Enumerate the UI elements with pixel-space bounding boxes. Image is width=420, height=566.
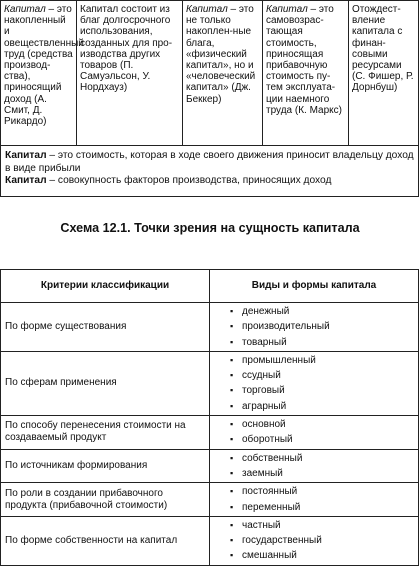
criterion-cell: По форме собственности на капитал <box>1 516 210 565</box>
list-item <box>230 484 414 499</box>
forms-cell <box>210 416 419 450</box>
capital-definitions <box>1 146 419 197</box>
form-label: торговый <box>242 385 285 397</box>
viewpoint-becker: Капитал – это не только накоплен-ные блага, «физический капитал», но и «человеческий капитал» (Дж. Беккер) <box>183 1 263 146</box>
forms-cell <box>210 516 419 565</box>
square-bullet-icon: ▪ <box>230 336 234 347</box>
square-bullet-icon: ▪ <box>230 501 234 512</box>
definition-2: Капитал – совокупность факторов производства, приносящих доход <box>5 175 332 186</box>
capital-classification-table <box>0 269 419 566</box>
header-criteria: Критерии классификации <box>1 270 210 303</box>
list-item <box>230 548 414 563</box>
forms-list <box>230 353 414 414</box>
square-bullet-icon: ▪ <box>230 535 234 546</box>
viewpoint-smith-ricardo: Капитал – это накопленный и овеществленный труд (средства производ-ства), приносящий доход (А. Смит, Д. Рикардо) <box>1 1 77 146</box>
criterion-cell: По источникам формирования <box>1 449 210 483</box>
table-row <box>1 303 419 352</box>
criterion-cell: По роли в создании прибавочного продукта (прибавочной стоимости) <box>1 483 210 517</box>
list-item <box>230 466 414 481</box>
square-bullet-icon: ▪ <box>230 434 234 445</box>
form-label: частный <box>242 519 281 531</box>
square-bullet-icon: ▪ <box>230 519 234 530</box>
table-row <box>1 351 419 415</box>
square-bullet-icon: ▪ <box>230 550 234 561</box>
capital-viewpoints-scheme <box>0 0 419 197</box>
square-bullet-icon: ▪ <box>230 419 234 430</box>
square-bullet-icon: ▪ <box>230 385 234 396</box>
form-label: постоянный <box>242 486 298 498</box>
form-label: оборотный <box>242 434 293 446</box>
list-item <box>230 518 414 533</box>
square-bullet-icon: ▪ <box>230 354 234 365</box>
viewpoint-samuelson-nordhaus: Капитал состоит из благ долгосрочного использования, созданных для про-изводства других товаров (П. Самуэльсон, У. Нордхауз) <box>77 1 183 146</box>
table-row <box>1 516 419 565</box>
square-bullet-icon: ▪ <box>230 370 234 381</box>
forms-list <box>230 451 414 482</box>
square-bullet-icon: ▪ <box>230 486 234 497</box>
forms-cell <box>210 449 419 483</box>
form-label: товарный <box>242 336 287 348</box>
criterion-cell: По способу перенесения стоимости на создаваемый продукт <box>1 416 210 450</box>
square-bullet-icon: ▪ <box>230 400 234 411</box>
list-item <box>230 432 414 447</box>
forms-cell <box>210 351 419 415</box>
definitions-row <box>1 146 419 197</box>
list-item <box>230 417 414 432</box>
forms-list <box>230 417 414 448</box>
list-item <box>230 335 414 350</box>
viewpoints-row <box>1 1 419 146</box>
criterion-cell: По сферам применения <box>1 351 210 415</box>
list-item <box>230 319 414 334</box>
form-label: промышленный <box>242 354 316 366</box>
square-bullet-icon: ▪ <box>230 306 234 316</box>
forms-list <box>230 518 414 564</box>
form-label: производительный <box>242 321 330 333</box>
list-item <box>230 533 414 548</box>
form-label: переменный <box>242 501 301 513</box>
table-row <box>1 416 419 450</box>
table-row <box>1 449 419 483</box>
forms-list <box>230 484 414 515</box>
viewpoint-fischer-dornbusch: Отождест-вление капитала с финан-совыми ресурсами (С. Фишер, Р. Дорнбуш) <box>349 1 419 146</box>
square-bullet-icon: ▪ <box>230 321 234 332</box>
square-bullet-icon: ▪ <box>230 467 234 478</box>
list-item <box>230 353 414 368</box>
table-header-row <box>1 270 419 303</box>
forms-cell <box>210 483 419 517</box>
table-row <box>1 483 419 517</box>
list-item <box>230 399 414 414</box>
form-label: основной <box>242 419 286 431</box>
viewpoint-marx: Капитал – это самовозрас-тающая стоимость, приносящая прибавочную стоимость пу-тем эксплуата-ции наемного труда (К. Маркс) <box>263 1 349 146</box>
form-label: денежный <box>242 306 290 317</box>
form-label: собственный <box>242 452 303 464</box>
list-item <box>230 368 414 383</box>
table-body <box>1 303 419 566</box>
scheme-caption: Схема 12.1. Точки зрения на сущность капитала <box>60 221 360 235</box>
form-label: смешанный <box>242 550 297 562</box>
list-item <box>230 500 414 515</box>
forms-cell <box>210 303 419 352</box>
form-label: ссудный <box>242 370 281 382</box>
list-item <box>230 451 414 466</box>
header-forms: Виды и формы капитала <box>210 270 419 303</box>
form-label: аграрный <box>242 400 287 412</box>
list-item <box>230 383 414 398</box>
forms-list <box>230 304 414 350</box>
criterion-cell: По форме существования <box>1 303 210 352</box>
form-label: заемный <box>242 467 283 479</box>
list-item <box>230 304 414 319</box>
form-label: государственный <box>242 535 322 547</box>
square-bullet-icon: ▪ <box>230 452 234 463</box>
definition-1: Капитал – это стоимость, которая в ходе своего движения приносит владельцу доход в виде прибыли <box>5 150 414 174</box>
